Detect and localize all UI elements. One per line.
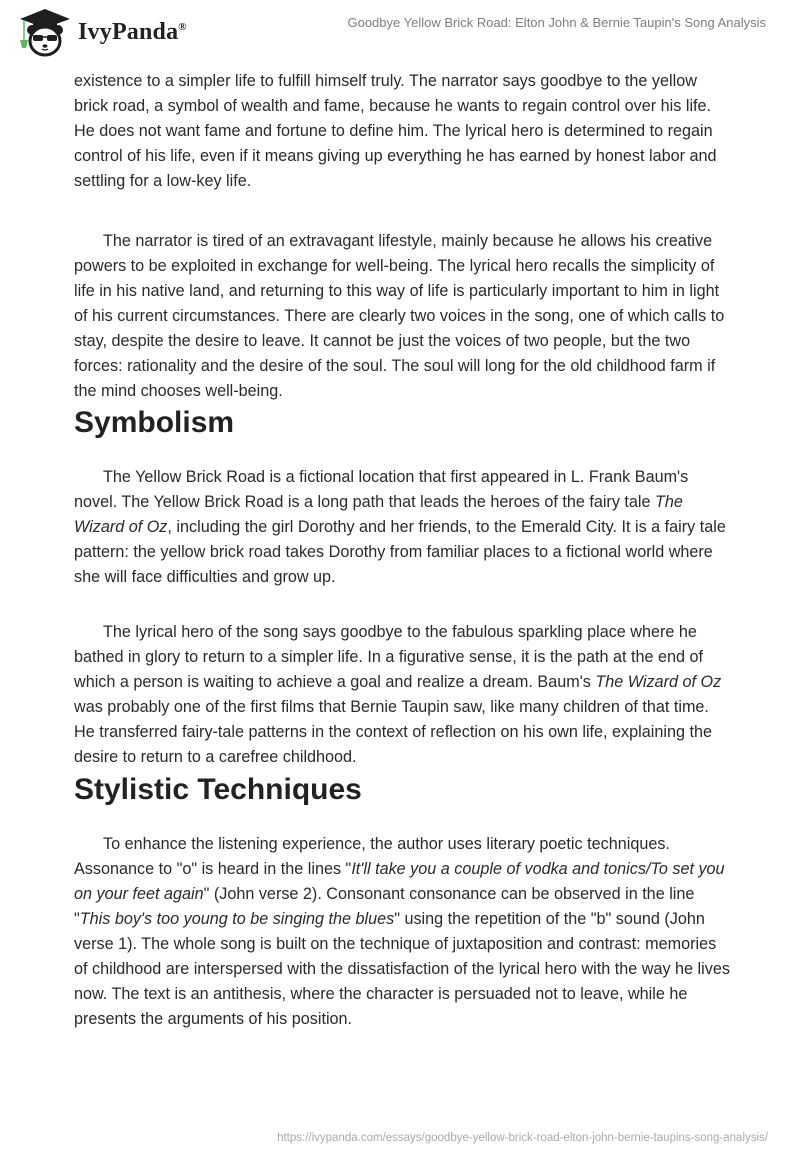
panda-graduation-cap-icon [16, 6, 74, 58]
ivypanda-logo[interactable] [16, 6, 187, 58]
paragraph: The Yellow Brick Road is a fictional location that first appeared in L. Frank Baum's novel. The Yellow Brick Road is a long path that leads the heroes of the fairy tale The Wizard of Oz, including the girl Dorothy and her friends, to the Emerald City. It is a fairy tale pattern: the yellow brick road takes Dorothy from familiar places to a fictional world where she will face difficulties and grow up. [74, 468, 726, 586]
italic-title: The Wizard of Oz [595, 673, 722, 691]
italic-title: The Wizard of Oz [74, 493, 683, 536]
section-heading-symbolism: Symbolism [74, 406, 235, 439]
paragraph: To enhance the listening experience, the author uses literary poetic techniques. Assonance to "o" is heard in the lines "It'll take you a couple of vodka and tonics/To set you on your feet again" (John verse 2). Consonant consonance can be observed in the line "This boy's too young to be singing the blues" using the repetition of the "b" sound (John verse 1). The whole song is built on the technique of juxtaposition and contrast: memories of childhood are interspersed with the dissatisfaction of the lyrical hero with the way he lives now. The text is an antithesis, where the character is persuaded not to leave, while he presents the arguments of his position. [74, 835, 730, 1028]
paragraph: The narrator is tired of an extravagant lifestyle, mainly because he allows his creative powers to be exploited in exchange for well-being. The lyrical hero recalls the simplicity of life in his native land, and returning to this way of life is particularly important to him in light of his current circumstances. There are clearly two voices in the song, one of which calls to stay, despite the desire to leave. It cannot be just the voices of two people, but the two forces: rationality and the desire of the soul. The soul will long for the old childhood farm if the mind chooses well-being. [74, 232, 725, 400]
brand-name: IvyPanda® [78, 18, 187, 45]
source-url[interactable]: https://ivypanda.com/essays/goodbye-yellow-brick-road-elton-john-bernie-taupins-song-analysis/ [277, 1132, 768, 1144]
lyric-quote: It'll take you a couple of vodka and tonics/To set you on your feet again [74, 860, 725, 903]
page-header [0, 0, 800, 60]
document-title: Goodbye Yellow Brick Road: Elton John & Bernie Taupin's Song Analysis [347, 15, 766, 30]
paragraph: The lyrical hero of the song says goodbye to the fabulous sparkling place where he bathed in glory to return to a simpler life. In a figurative sense, it is the path at the end of which a person is waiting to achieve a goal and realize a dream. Baum's The Wizard of Oz was probably one of the first films that Bernie Taupin saw, like many children of that time. He transferred fairy-tale patterns in the context of reflection on his own life, explaining the desire to return to a carefree childhood. [74, 623, 722, 766]
lyric-quote: This boy's too young to be singing the blues [79, 910, 395, 928]
section-heading-stylistic-techniques: Stylistic Techniques [74, 773, 362, 806]
paragraph: existence to a simpler life to fulfill himself truly. The narrator says goodbye to the yellow brick road, a symbol of wealth and fame, because he wants to regain control over his life. He does not want fame and fortune to define him. The lyrical hero is determined to regain control of his life, even if it means giving up everything he has earned by honest labor and settling for a low-key life. [74, 72, 717, 190]
